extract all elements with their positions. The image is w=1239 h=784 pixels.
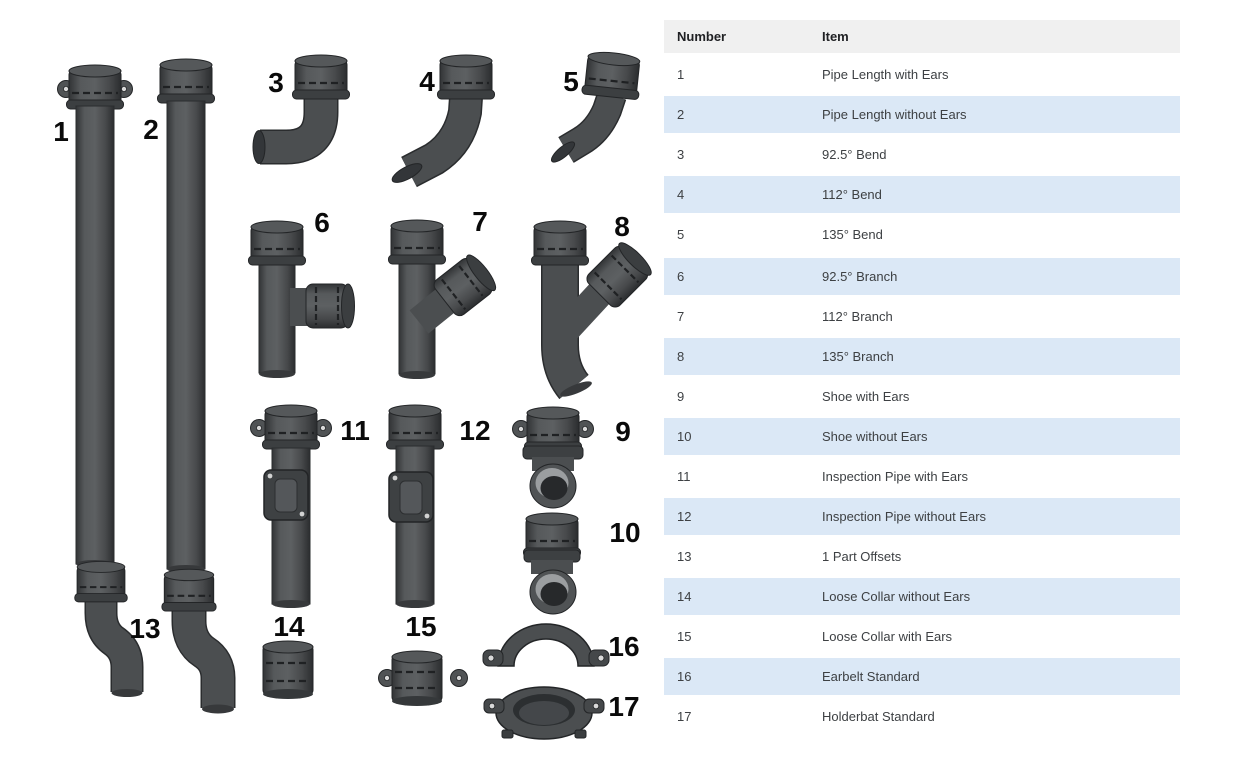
fitting-10-number-label: 10 (609, 517, 641, 548)
fitting-16-number-label: 16 (608, 631, 640, 662)
fitting-4-112-bend (390, 55, 495, 186)
fitting-6-92-5-branch (249, 207, 355, 378)
row-item: 92.5° Bend (822, 147, 887, 162)
fitting-6-number-label: 6 (314, 207, 330, 238)
fitting-10-shoe-without-ears (524, 513, 641, 614)
fitting-3-number-label: 3 (268, 67, 284, 98)
row-item: Earbelt Standard (822, 669, 920, 684)
fitting-3-92-5-bend (253, 55, 350, 164)
table-header (664, 20, 1180, 53)
table-row (664, 658, 1180, 695)
row-item: 112° Bend (822, 187, 882, 202)
fitting-11-number-label: 11 (340, 415, 370, 446)
table-row (664, 258, 1180, 295)
row-number: 1 (677, 67, 685, 82)
fitting-7-112-branch (389, 206, 500, 379)
row-number: 3 (677, 147, 685, 162)
table-row (664, 698, 1180, 735)
fitting-5-number-label: 5 (563, 66, 579, 97)
row-item: Loose Collar with Ears (822, 629, 953, 644)
row-item: Pipe Length without Ears (822, 107, 967, 122)
row-number: 11 (677, 469, 691, 484)
row-number: 14 (677, 589, 692, 604)
fitting-17-holderbat-standard (484, 687, 640, 739)
fitting-11-inspection-pipe-with-ears (251, 405, 370, 608)
row-number: 15 (677, 629, 692, 644)
fitting-1-number-label: 1 (53, 116, 69, 147)
fitting-13-number-label: 13 (129, 613, 161, 644)
row-number: 13 (677, 549, 692, 564)
table-row (664, 96, 1180, 133)
fitting-14-loose-collar-without-ears (263, 611, 313, 699)
row-number: 6 (677, 269, 685, 284)
row-number: 12 (677, 509, 692, 524)
table-row (664, 176, 1180, 213)
table-row (664, 56, 1180, 93)
fitting-13-one-part-offsets (75, 561, 234, 713)
fitting-5-135-bend (549, 50, 643, 165)
table-row (664, 618, 1180, 655)
table-row (664, 578, 1180, 615)
row-item: Holderbat Standard (822, 709, 935, 724)
table-row (664, 538, 1180, 575)
fitting-15-number-label: 15 (405, 611, 437, 642)
table-row (664, 216, 1180, 253)
row-item: Inspection Pipe without Ears (822, 509, 987, 524)
fitting-8-135-branch (532, 211, 656, 400)
row-number: 7 (677, 309, 685, 324)
table-row (664, 498, 1180, 535)
row-item: Shoe without Ears (822, 429, 928, 444)
row-number: 4 (677, 187, 685, 202)
table-row (664, 338, 1180, 375)
fitting-12-inspection-pipe-without-ears (387, 405, 491, 608)
column-header-item: Item (822, 29, 849, 44)
row-number: 8 (677, 349, 685, 364)
fitting-8-number-label: 8 (614, 211, 630, 242)
row-item: 112° Branch (822, 309, 893, 324)
row-item: Inspection Pipe with Ears (822, 469, 968, 484)
row-item: 92.5° Branch (822, 269, 898, 284)
table-row (664, 378, 1180, 415)
row-number: 5 (677, 227, 685, 242)
fittings-table (664, 20, 1180, 738)
fitting-14-number-label: 14 (273, 611, 305, 642)
row-number: 10 (677, 429, 692, 444)
row-number: 9 (677, 389, 685, 404)
fitting-2-pipe-length-without-ears (143, 59, 214, 573)
fitting-16-earbelt-standard (483, 624, 640, 666)
table-row (664, 298, 1180, 335)
row-item: Pipe Length with Ears (822, 67, 949, 82)
fitting-7-number-label: 7 (472, 206, 488, 237)
fitting-9-shoe-with-ears (513, 407, 631, 508)
fitting-15-loose-collar-with-ears (379, 611, 468, 706)
row-number: 2 (677, 107, 685, 122)
fitting-9-number-label: 9 (615, 416, 631, 447)
table-row (664, 418, 1180, 455)
table-row (664, 458, 1180, 495)
row-item: 135° Branch (822, 349, 894, 364)
row-item: Loose Collar without Ears (822, 589, 971, 604)
row-number: 16 (677, 669, 692, 684)
fitting-4-number-label: 4 (419, 66, 435, 97)
column-header-number: Number (677, 29, 727, 44)
table-row (664, 136, 1180, 173)
row-item: Shoe with Ears (822, 389, 910, 404)
row-item: 135° Bend (822, 227, 883, 242)
fitting-1-pipe-length-with-ears (53, 65, 132, 568)
row-item: 1 Part Offsets (822, 549, 902, 564)
fitting-12-number-label: 12 (459, 415, 491, 446)
fitting-2-number-label: 2 (143, 114, 159, 145)
row-number: 17 (677, 709, 692, 724)
fitting-17-number-label: 17 (608, 691, 640, 722)
